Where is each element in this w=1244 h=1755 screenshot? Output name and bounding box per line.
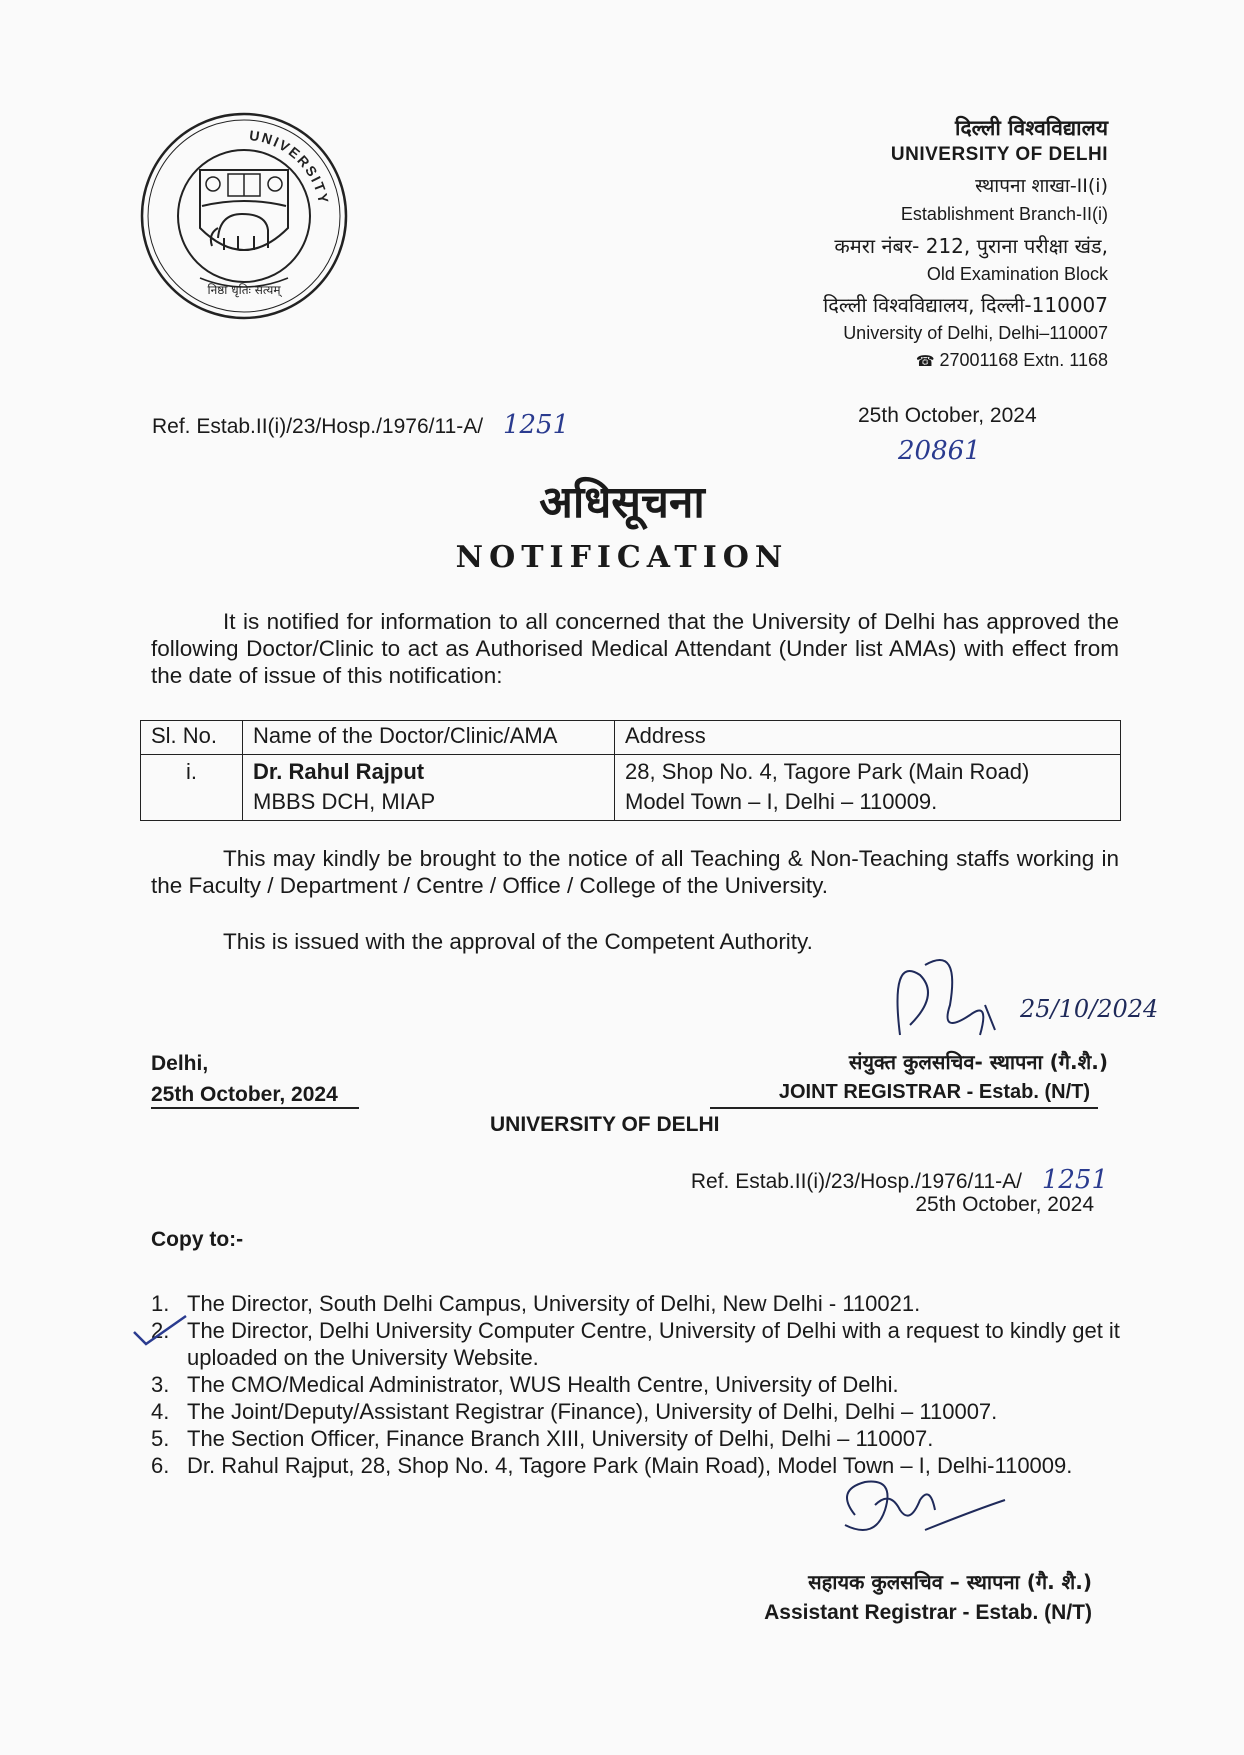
- table-row: [141, 755, 1121, 821]
- col-header-name: Name of the Doctor/Clinic/AMA: [243, 721, 615, 755]
- header-branch-english: Establishment Branch-II(i): [900, 204, 1108, 224]
- list-number: 1.: [151, 1291, 170, 1316]
- seal-text-outer: UNIVERSITY: [248, 127, 333, 207]
- signature-date: 25th October, 2024: [151, 1083, 338, 1106]
- list-number: 3.: [151, 1372, 170, 1397]
- cell-name: [243, 755, 615, 821]
- signature-joint-registrar: [880, 945, 1159, 1060]
- list-number: 5.: [151, 1426, 170, 1451]
- handwritten-diary-number: 20861: [898, 436, 981, 466]
- reference-date-copy: 25th October, 2024: [915, 1193, 1094, 1216]
- doctor-name: Dr. Rahul Rajput: [253, 759, 425, 784]
- col-header-sl: Sl. No.: [141, 721, 243, 755]
- col-header-address: Address: [615, 721, 1121, 755]
- signature-handwritten-date: 25/10/2024: [1020, 995, 1159, 1023]
- handwritten-tick-mark: [130, 1314, 190, 1354]
- signature-date-underline: [151, 1107, 359, 1109]
- list-text: The Director, Delhi University Computer Centre, University of Delhi with a request to kindly get it uploaded on the University Website.: [187, 1318, 1120, 1370]
- handwritten-dispatch-number: 1251: [502, 410, 570, 440]
- header-name-english: UNIVERSITY OF DELHI: [890, 144, 1108, 165]
- university-seal: [138, 110, 350, 322]
- signature-assistant-registrar: [815, 1470, 1015, 1560]
- list-number: 2.: [151, 1318, 170, 1343]
- title-hindi: अधिसूचना: [539, 477, 705, 528]
- list-text: The Director, South Delhi Campus, University of Delhi, New Delhi - 110021.: [187, 1291, 921, 1316]
- cell-sl: i.: [141, 755, 243, 821]
- list-item: [151, 1290, 1181, 1317]
- header-block-english: Old Examination Block: [926, 264, 1108, 284]
- ama-table: [140, 720, 1121, 821]
- handwritten-dispatch-number-copy: 1251: [1041, 1165, 1108, 1195]
- reference-date: 25th October, 2024: [858, 404, 1037, 427]
- table-header-row: [141, 721, 1121, 755]
- joint-registrar-hindi: संयुक्त कुलसचिव- स्थापना (गै.शै.): [848, 1050, 1108, 1074]
- doctor-qualification: MBBS DCH, MIAP: [253, 789, 436, 814]
- joint-registrar-underline: [710, 1107, 1098, 1109]
- address-line-1: 28, Shop No. 4, Tagore Park (Main Road): [625, 759, 1030, 784]
- approval-paragraph: This is issued with the approval of the Competent Authority.: [223, 929, 813, 954]
- assistant-registrar-hindi: सहायक कुलसचिव – स्थापना (गै. शै.): [808, 1570, 1092, 1594]
- copy-to-label: Copy to:-: [151, 1228, 244, 1251]
- list-number: 4.: [151, 1399, 170, 1424]
- intro-paragraph: It is notified for information to all concerned that the University of Delhi has approved the following Doctor/Clinic to act as Authorised Medical Attendant (Under list AMAs) with effect from the date of issue of this notification:: [151, 609, 1119, 688]
- reference-number: [152, 410, 569, 440]
- reference-text: Ref. Estab.II(i)/23/Hosp./1976/11-A/: [152, 415, 484, 438]
- list-text: The Section Officer, Finance Branch XIII, University of Delhi, Delhi – 110007.: [187, 1426, 934, 1451]
- list-text: Dr. Rahul Rajput, 28, Shop No. 4, Tagore Park (Main Road), Model Town – I, Delhi-110009.: [187, 1453, 1073, 1478]
- joint-registrar-english: JOINT REGISTRAR - Estab. (N/T): [778, 1081, 1090, 1103]
- list-item: [151, 1425, 1181, 1452]
- list-item: [151, 1452, 1181, 1479]
- assistant-registrar-english: Assistant Registrar - Estab. (N/T): [764, 1601, 1092, 1624]
- header-name-hindi: दिल्ली विश्वविद्यालय: [955, 116, 1108, 140]
- list-item: [151, 1398, 1181, 1425]
- footer-university: UNIVERSITY OF DELHI: [490, 1113, 720, 1136]
- address-line-2: Model Town – I, Delhi – 110009.: [625, 789, 938, 814]
- copy-to-list: [151, 1290, 1181, 1479]
- list-item: [151, 1371, 1181, 1398]
- header-city-english: University of Delhi, Delhi–110007: [843, 323, 1108, 343]
- header-city-hindi: दिल्ली विश्वविद्यालय, दिल्ली-110007: [823, 293, 1108, 317]
- header-phone: [916, 350, 1108, 371]
- reference-number-copy: [691, 1165, 1108, 1195]
- reference-text-copy: Ref. Estab.II(i)/23/Hosp./1976/11-A/: [690, 1170, 1022, 1193]
- signature-place: Delhi,: [151, 1052, 209, 1075]
- title-english: NOTIFICATION: [455, 540, 789, 575]
- list-text: The CMO/Medical Administrator, WUS Health Centre, University of Delhi.: [187, 1372, 899, 1397]
- cell-address: [615, 755, 1121, 821]
- header-phone-number: 27001168 Extn. 1168: [939, 350, 1108, 370]
- header-branch-hindi: स्थापना शाखा-II(i): [975, 175, 1108, 197]
- seal-motto: निष्ठा धृतिः सत्यम्: [207, 283, 281, 297]
- header-room-hindi: कमरा नंबर- 212, पुराना परीक्षा खंड,: [834, 234, 1108, 258]
- list-item: [151, 1317, 1181, 1371]
- list-number: 6.: [151, 1453, 170, 1478]
- telephone-icon: ☎: [915, 353, 935, 370]
- notice-paragraph: This may kindly be brought to the notice of all Teaching & Non-Teaching staffs working in the Faculty / Department / Centre / Office / College of the University.: [151, 846, 1119, 898]
- list-text: The Joint/Deputy/Assistant Registrar (Finance), University of Delhi, Delhi – 110007.: [187, 1399, 998, 1424]
